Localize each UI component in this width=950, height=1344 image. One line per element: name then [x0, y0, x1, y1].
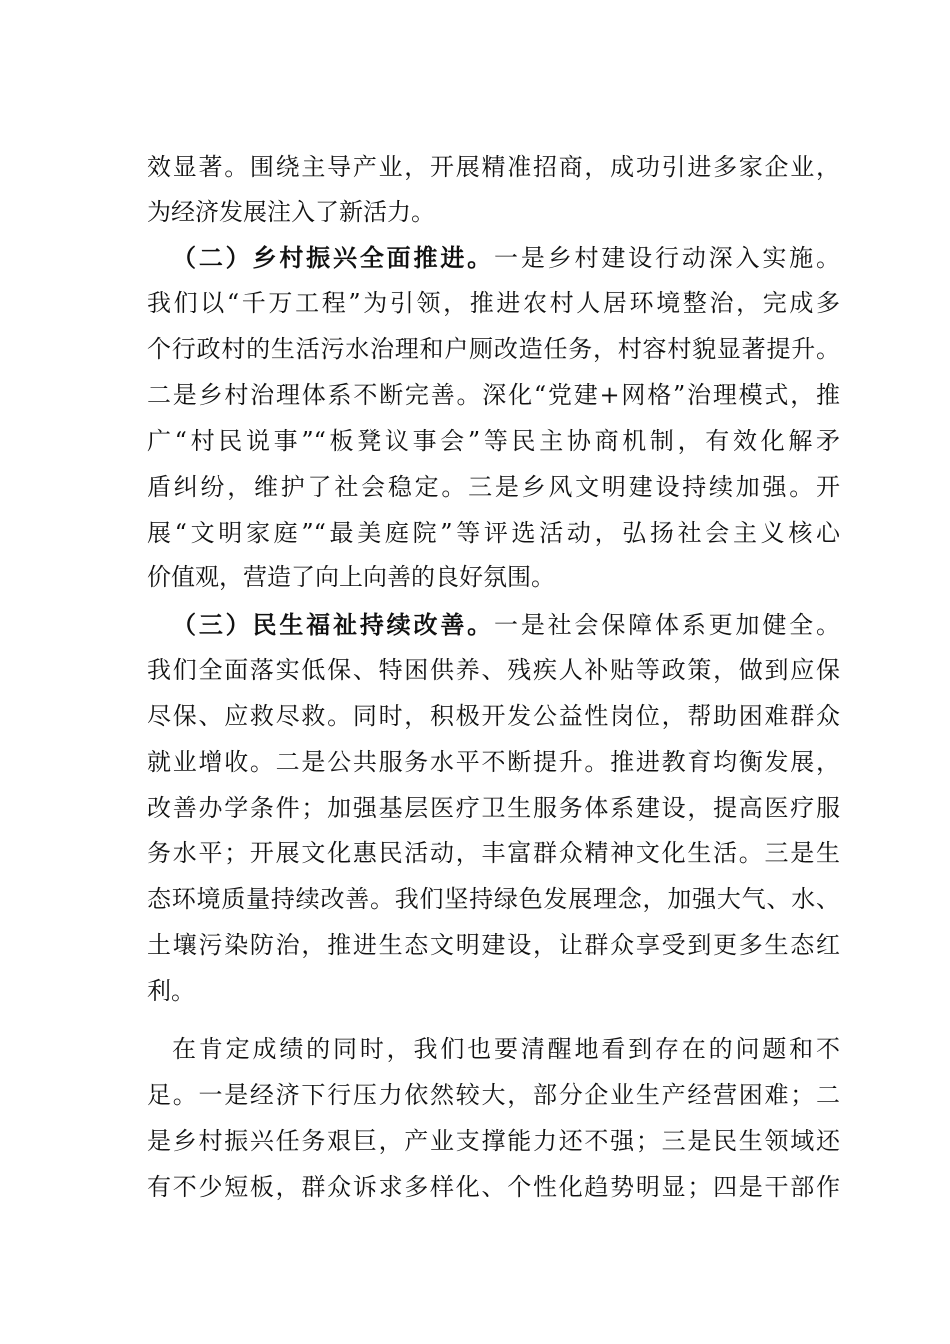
- section-heading: （二）乡村振兴全面推进。: [172, 243, 494, 272]
- text-line: 态环境质量持续改善。我们坚持绿色发展理念，加强大气、水、: [147, 885, 840, 913]
- text-line: 就业增收。二是公共服务水平不断提升。推进教育均衡发展，: [147, 748, 840, 776]
- text-line: 尽保、应救尽救。同时，积极开发公益性岗位，帮助困难群众: [147, 702, 840, 730]
- text-line: 为经济发展注入了新活力。: [147, 198, 435, 226]
- text-line: 我们以“千万工程”为引领，推进农村人居环境整治，完成多: [147, 289, 840, 317]
- text-line: 展“文明家庭”“最美庭院”等评选活动，弘扬社会主义核心: [147, 519, 840, 547]
- section-heading: （三）民生福祉持续改善。: [172, 610, 494, 639]
- text-line: 效显著。围绕主导产业，开展精准招商，成功引进多家企业，: [147, 153, 840, 181]
- text-line: 是乡村振兴任务艰巨，产业支撑能力还不强；三是民生领域还: [147, 1127, 840, 1155]
- text-line: 足。一是经济下行压力依然较大，部分企业生产经营困难；二: [147, 1081, 840, 1109]
- text-line: 土壤污染防治，推进生态文明建设，让群众享受到更多生态红: [147, 931, 840, 959]
- text-line: 广“村民说事”“板凳议事会”等民主协商机制，有效化解矛: [147, 427, 840, 455]
- text-line: 个行政村的生活污水治理和户厕改造任务，村容村貌显著提升。: [147, 335, 840, 363]
- text-line: 盾纠纷，维护了社会稳定。三是乡风文明建设持续加强。开: [147, 473, 840, 501]
- text-line: 有不少短板，群众诉求多样化、个性化趋势明显；四是干部作: [147, 1173, 840, 1201]
- text-span: 一是乡村建设行动深入实施。: [494, 244, 840, 272]
- text-line: 二是乡村治理体系不断完善。深化“党建+网格”治理模式，推: [147, 381, 840, 409]
- text-line: 利。: [147, 977, 195, 1005]
- section-heading-line: [172, 241, 840, 275]
- text-line: 价值观，营造了向上向善的良好氛围。: [147, 563, 555, 591]
- text-line: 在肯定成绩的同时，我们也要清醒地看到存在的问题和不: [172, 1035, 840, 1063]
- text-line: 务水平；开展文化惠民活动，丰富群众精神文化生活。三是生: [147, 839, 840, 867]
- text-span: 一是社会保障体系更加健全。: [494, 611, 840, 639]
- text-line: 我们全面落实低保、特困供养、残疾人补贴等政策，做到应保: [147, 656, 840, 684]
- text-line: 改善办学条件；加强基层医疗卫生服务体系建设，提高医疗服: [147, 794, 840, 822]
- section-heading-line: [172, 608, 840, 642]
